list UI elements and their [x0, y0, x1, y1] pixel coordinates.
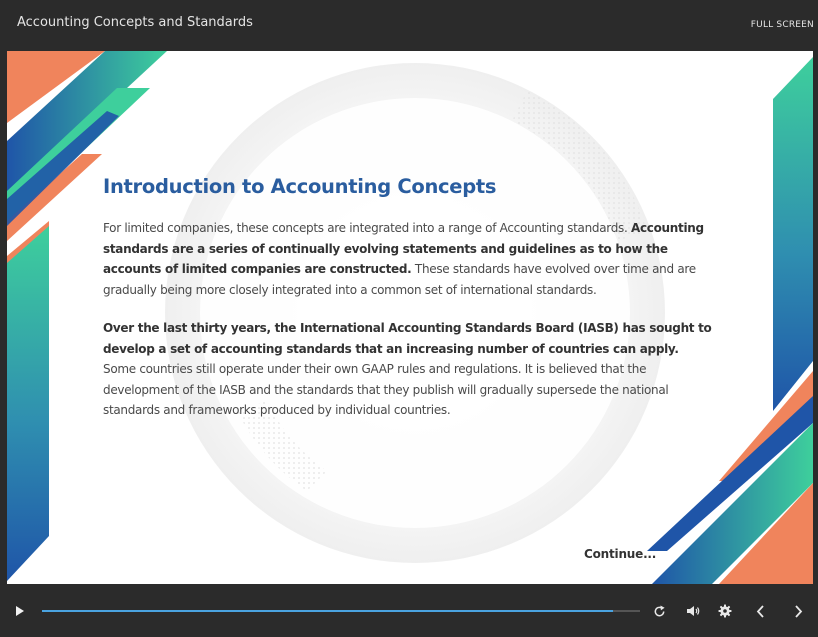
slide-content	[103, 175, 713, 421]
paragraph-1	[103, 218, 713, 300]
paragraph-1-emphasis: Accounting standards are a series of continually evolving statements and guidelines as to how the accounts of limited companies are constructed.	[103, 221, 704, 276]
seek-bar[interactable]	[42, 610, 640, 612]
settings-button[interactable]	[714, 585, 736, 637]
paragraph-2-emphasis: Over the last thirty years, the International Accounting Standards Board (IASB) has sought to develop a set of accounting standards that an increasing number of countries can apply.	[103, 321, 712, 356]
volume-button[interactable]	[682, 585, 704, 637]
player-controls	[0, 585, 818, 637]
volume-icon	[686, 605, 700, 617]
continue-button[interactable]: Continue...	[584, 547, 657, 561]
fullscreen-button[interactable]: FULL SCREEN	[750, 20, 814, 30]
play-icon	[15, 605, 25, 617]
seek-progress	[42, 610, 613, 612]
course-title: Accounting Concepts and Standards	[17, 15, 253, 30]
next-button[interactable]	[787, 585, 809, 637]
top-bar	[0, 0, 818, 50]
slide-canvas	[7, 51, 813, 584]
paragraph-2	[103, 318, 713, 421]
replay-icon	[653, 605, 666, 618]
paragraph-1-text-c: These standards have evolved over time and are gradually being more closely integrated into a common set of international standards.	[103, 262, 696, 297]
paragraph-2-text-b: Some countries still operate under their own GAAP rules and regulations. It is believed that the development of the IASB and the standards that they publish will gradually supersede the national standards and frameworks produced by individual countries.	[103, 362, 669, 417]
paragraph-1-text-a: For limited companies, these concepts are integrated into a range of Accounting standards.	[103, 221, 631, 235]
previous-icon	[756, 605, 765, 618]
replay-button[interactable]	[648, 585, 670, 637]
play-button[interactable]	[8, 585, 32, 637]
next-icon	[794, 605, 803, 618]
previous-button[interactable]	[749, 585, 771, 637]
settings-icon	[718, 604, 732, 618]
slide-heading: Introduction to Accounting Concepts	[103, 175, 497, 198]
